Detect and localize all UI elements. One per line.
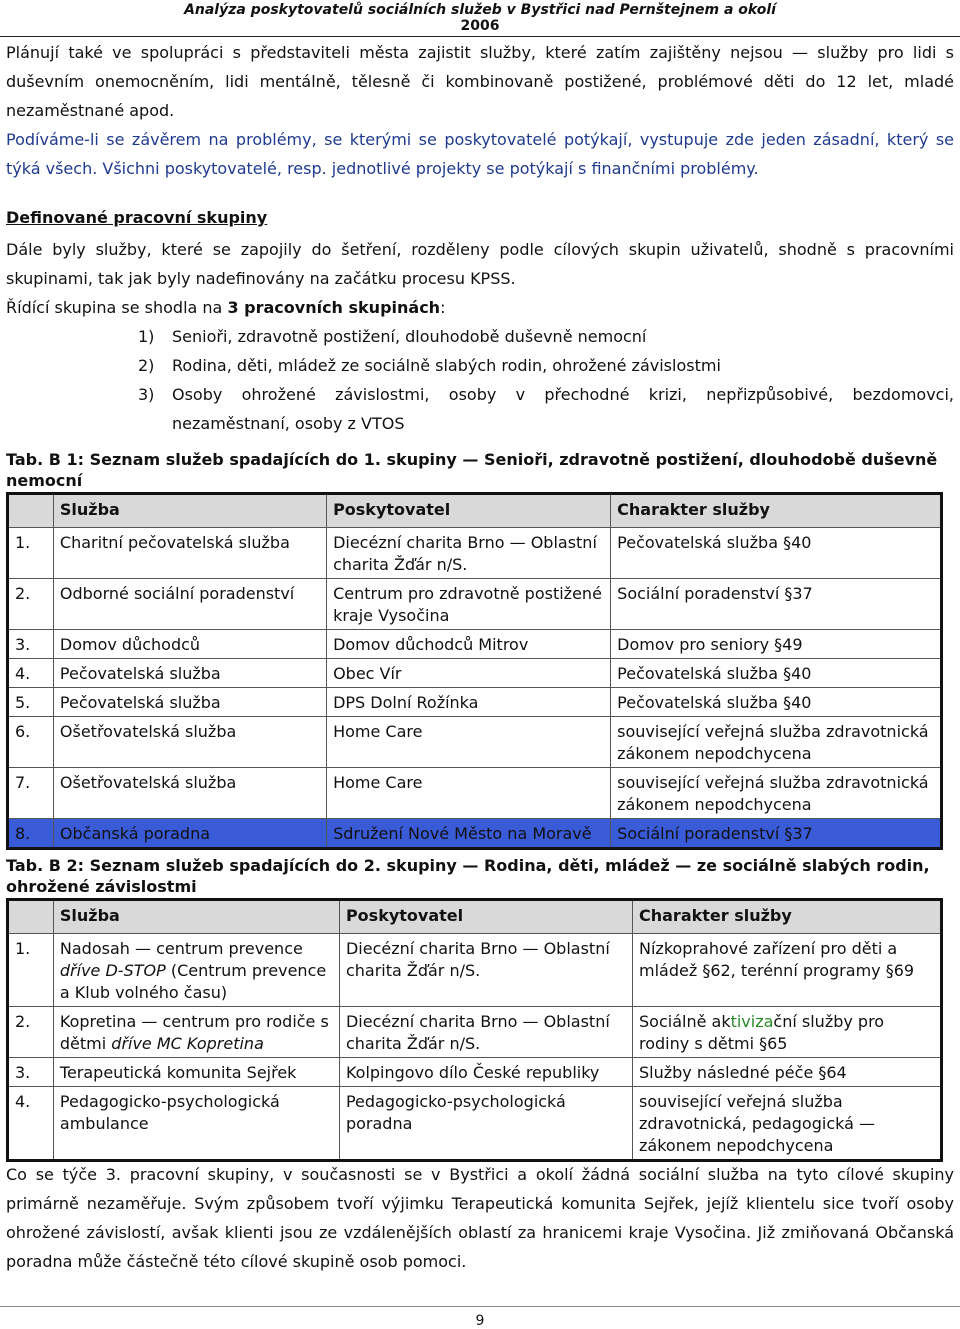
table-row xyxy=(8,579,942,630)
list-item xyxy=(138,380,954,409)
row-number: 4. xyxy=(8,659,54,688)
list-text: Rodina, děti, mládež ze sociálně slabých rodin, ohrožené závislostmi xyxy=(172,356,721,375)
steering-text: Řídící skupina se shodla na xyxy=(6,298,228,317)
character-cell: Domov pro seniory §49 xyxy=(611,630,942,659)
character-cell: Nízkoprahové zařízení pro děti a mládež §62, terénní programy §69 xyxy=(633,934,942,1007)
character-cell: související veřejná služba zdravotnická zákonem nepodchycena xyxy=(611,768,942,819)
service-cell: Domov důchodců xyxy=(53,630,326,659)
row-number: 8. xyxy=(8,819,54,849)
list-number: 1) xyxy=(138,327,155,346)
service-cell: Občanská poradna xyxy=(53,819,326,849)
provider-cell: Diecézní charita Brno — Oblastní charita Žďár n/S. xyxy=(339,1007,632,1058)
row-number: 2. xyxy=(8,1007,54,1058)
character-cell: Služby následné péče §64 xyxy=(633,1058,942,1087)
document-title: Analýza poskytovatelů sociálních služeb v Bystřici nad Pernštejnem a okolí xyxy=(184,2,776,18)
table2-caption: Tab. B 2: Seznam služeb spadajících do 2. skupiny — Rodina, děti, mládež — ze sociálně slabých rodin, ohrožené závislostmi xyxy=(6,856,930,896)
list-text: Senioři, zdravotně postižení, dlouhodobě duševně nemocní xyxy=(172,327,647,346)
table-row xyxy=(8,1087,942,1161)
service-cell: Pedagogicko-psychologická ambulance xyxy=(53,1087,339,1161)
document-year: 2006 xyxy=(460,18,500,34)
section-paragraph-2 xyxy=(6,293,954,322)
character-cell: Pečovatelská služba §40 xyxy=(611,688,942,717)
character-cell: Sociální poradenství §37 xyxy=(611,579,942,630)
table-header-row xyxy=(8,494,942,528)
provider-cell: Obec Vír xyxy=(327,659,611,688)
service-former-name: dříve MC Kopretina xyxy=(111,1034,264,1053)
row-number: 1. xyxy=(8,528,54,579)
row-number: 3. xyxy=(8,1058,54,1087)
header-cell-character: Charakter služby xyxy=(633,900,942,934)
footer-rule xyxy=(0,1306,960,1307)
header-cell-service: Služba xyxy=(53,494,326,528)
service-former-name: dříve D-STOP xyxy=(59,961,166,980)
service-cell xyxy=(53,1007,339,1058)
table-row xyxy=(8,934,942,1007)
table-row xyxy=(8,1007,942,1058)
list-text-continuation: nezaměstnaní, osoby z VTOS xyxy=(172,414,405,433)
provider-cell: Pedagogicko-psychologická poradna xyxy=(339,1087,632,1161)
service-cell: Odborné sociální poradenství xyxy=(53,579,326,630)
service-cell: Charitní pečovatelská služba xyxy=(53,528,326,579)
service-text-tail: (Centrum prevence a Klub volného času) xyxy=(59,961,327,1002)
service-cell: Ošetřovatelská služba xyxy=(53,717,326,768)
provider-cell: Kolpingovo dílo České republiky xyxy=(339,1058,632,1087)
service-cell: Pečovatelská služba xyxy=(53,659,326,688)
character-cell: Sociální poradenství §37 xyxy=(611,819,942,849)
header-cell-service: Služba xyxy=(53,900,339,934)
provider-cell: Home Care xyxy=(327,717,611,768)
provider-cell: DPS Dolní Rožínka xyxy=(327,688,611,717)
page-number: 9 xyxy=(475,1313,485,1329)
list-item xyxy=(138,351,954,380)
provider-cell: Diecézní charita Brno — Oblastní charita Žďár n/S. xyxy=(327,528,611,579)
list-text: Osoby ohrožené závislostmi, osoby v přechodné krizi, nepřizpůsobivé, bezdomovci, xyxy=(172,385,954,404)
header-cell-num xyxy=(8,900,54,934)
service-cell xyxy=(53,934,339,1007)
section-paragraph-1: Dále byly služby, které se zapojily do šetření, rozděleny podle cílových skupin uživatelů, shodně s pracovními skupinami, tak jak byly nadefinovány na začátku procesu KPSS. xyxy=(6,240,954,288)
section-heading: Definované pracovní skupiny xyxy=(6,208,268,227)
row-number: 5. xyxy=(8,688,54,717)
table-header-row xyxy=(8,900,942,934)
working-groups-list xyxy=(138,322,954,438)
service-text: Kopretina — centrum pro rodiče s dětmi xyxy=(59,1012,329,1053)
character-cell: související veřejná služba zdravotnická, pedagogická — zákonem nepodchycena xyxy=(633,1087,942,1161)
table-row xyxy=(8,630,942,659)
table-row xyxy=(8,528,942,579)
row-number: 6. xyxy=(8,717,54,768)
steering-colon: : xyxy=(440,298,446,317)
table1 xyxy=(6,492,943,850)
table-row xyxy=(8,688,942,717)
service-text: Nadosah — centrum prevence xyxy=(59,939,303,958)
table-row xyxy=(8,659,942,688)
page-header xyxy=(0,0,960,37)
character-cell: Pečovatelská služba §40 xyxy=(611,659,942,688)
list-item xyxy=(138,322,954,351)
header-cell-provider: Poskytovatel xyxy=(327,494,611,528)
steering-emphasis: 3 pracovních skupinách xyxy=(227,298,441,317)
row-number: 2. xyxy=(8,579,54,630)
character-text-tail: ční služby pro rodiny s dětmi §65 xyxy=(639,1012,885,1053)
provider-cell: Diecézní charita Brno — Oblastní charita Žďár n/S. xyxy=(339,934,632,1007)
service-cell: Pečovatelská služba xyxy=(53,688,326,717)
character-cell: související veřejná služba zdravotnická zákonem nepodchycena xyxy=(611,717,942,768)
character-cell: Pečovatelská služba §40 xyxy=(611,528,942,579)
character-text: Sociálně ak xyxy=(639,1012,731,1031)
character-text-green: tiviza xyxy=(730,1012,774,1031)
row-number: 1. xyxy=(8,934,54,1007)
table2 xyxy=(6,898,943,1162)
row-number: 4. xyxy=(8,1087,54,1161)
provider-cell: Centrum pro zdravotně postižené kraje Vysočina xyxy=(327,579,611,630)
intro-paragraph-1: Plánují také ve spolupráci s představiteli města zajistit služby, které zatím zajištěny nejsou — služby pro lidi s duševním onemocněním, lidi mentálně, tělesně či kombinovaně postižené, problémové děti do 12 let, mladé nezaměstnané apod. xyxy=(6,43,954,120)
list-number: 2) xyxy=(138,356,155,375)
service-cell: Ošetřovatelská služba xyxy=(53,768,326,819)
row-number: 7. xyxy=(8,768,54,819)
closing-paragraph: Co se týče 3. pracovní skupiny, v současnosti se v Bystřici a okolí žádná sociální služba na tyto cílové skupiny primárně nezaměřuje. Svým způsobem tvoří výjimku Terapeutická komunita Sejřek, jejíž klientelu sice tvoří osoby ohrožené závislostí, avšak klienti jsou ze vzdálenějších oblastí za hranicemi kraje Vysočina. Již zmiňovaná Občanská poradna může částečně této cílové skupině osob pomoci. xyxy=(6,1165,954,1271)
table-row xyxy=(8,1058,942,1087)
intro-paragraph-2: Podíváme-li se závěrem na problémy, se kterými se poskytovatelé potýkají, vystupuje zde jeden zásadní, který se týká všech. Všichni poskytovatelé, resp. jednotlivé projekty se potýkají s finančními problémy. xyxy=(6,130,954,178)
table1-caption: Tab. B 1: Seznam služeb spadajících do 1. skupiny — Senioři, zdravotně postižení, dlouhodobě duševně nemocní xyxy=(6,450,938,490)
provider-cell: Sdružení Nové Město na Moravě xyxy=(327,819,611,849)
provider-cell: Home Care xyxy=(327,768,611,819)
service-cell: Terapeutická komunita Sejřek xyxy=(53,1058,339,1087)
header-cell-character: Charakter služby xyxy=(611,494,942,528)
provider-cell: Domov důchodců Mitrov xyxy=(327,630,611,659)
row-number: 3. xyxy=(8,630,54,659)
header-cell-num xyxy=(8,494,54,528)
table-row xyxy=(8,717,942,768)
header-cell-provider: Poskytovatel xyxy=(339,900,632,934)
table-row xyxy=(8,768,942,819)
table-row-highlighted xyxy=(8,819,942,849)
list-number: 3) xyxy=(138,385,155,404)
character-cell xyxy=(633,1007,942,1058)
